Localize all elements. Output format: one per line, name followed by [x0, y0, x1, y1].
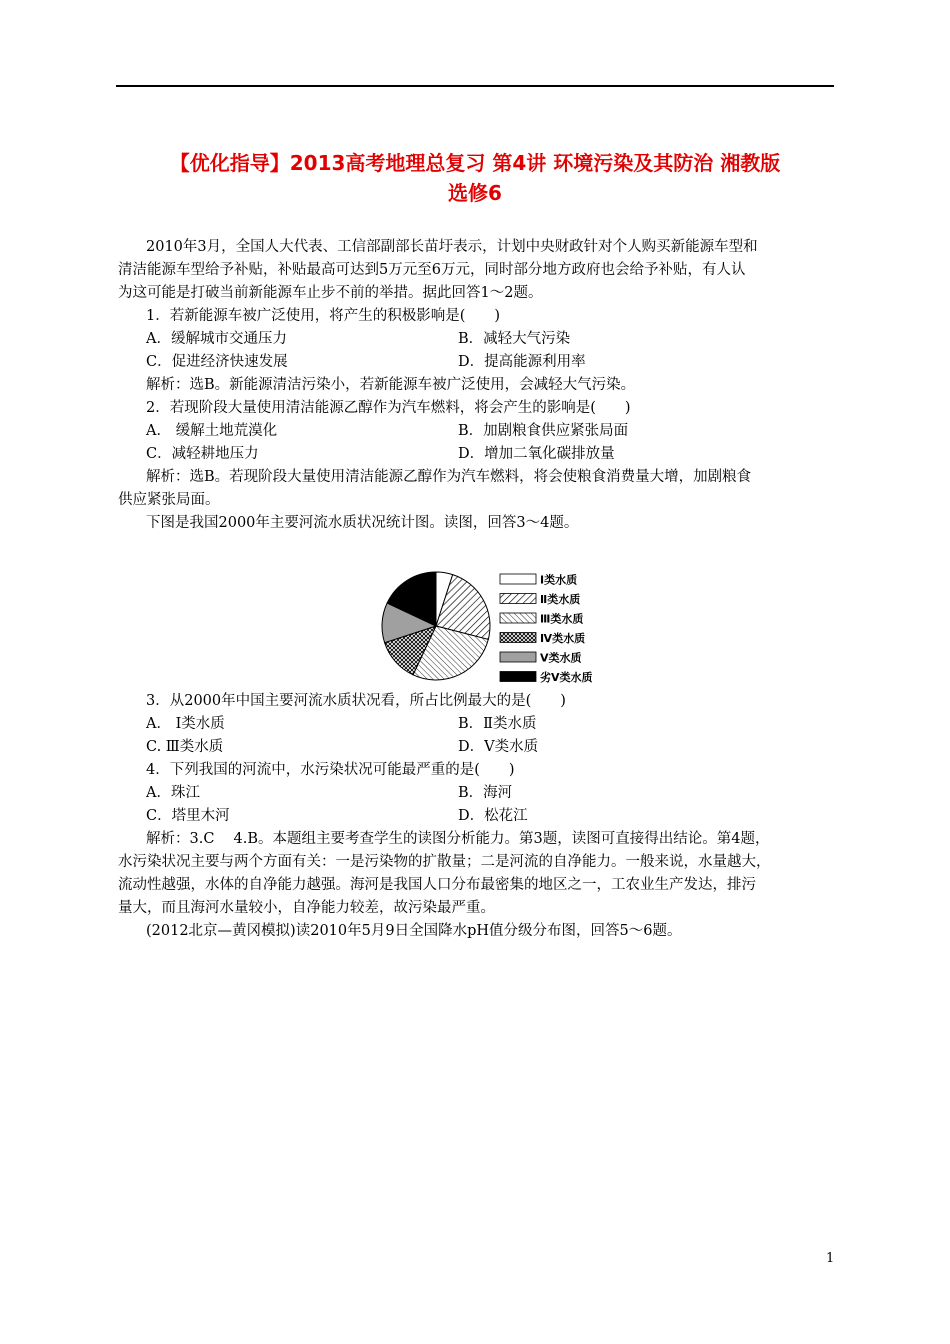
q1-option-d: D．提高能源利用率 [458, 354, 586, 370]
q2-option-c: C．减轻耕地压力 [146, 446, 259, 462]
intro-line: 2010年3月，全国人大代表、工信部副部长苗圩表示，计划中央财政针对个人购买新能源车型和 [146, 239, 758, 255]
q2-option-b: B．加剧粮食供应紧张局面 [458, 423, 629, 439]
q3-option-d: D．Ⅴ类水质 [458, 739, 539, 755]
intro-line: 为这可能是打破当前新能源车止步不前的举措。据此回答1～2题。 [118, 285, 543, 301]
water-quality-pie-chart [376, 566, 616, 686]
q1-analysis: 解析：选B。新能源清洁污染小，若新能源车被广泛使用，会减轻大气污染。 [146, 377, 636, 393]
q56-intro: (2012北京—黄冈模拟)读2010年5月9日全国降水pH值分级分布图，回答5～6题。 [146, 923, 682, 939]
q4-option-d: D．松花江 [458, 808, 528, 824]
q4-option-b: B．海河 [458, 785, 513, 801]
legend-swatch [500, 672, 536, 682]
legend-label: Ⅰ类水质 [540, 573, 578, 587]
title-line-2: 选修6 [448, 181, 502, 205]
q2-option-d: D．增加二氧化碳排放量 [458, 446, 615, 462]
q3-stem: 3．从2000年中国主要河流水质状况看，所占比例最大的是( ) [146, 693, 566, 709]
header-rule [116, 85, 834, 87]
page-title [110, 148, 840, 208]
q1-option-b: B．减轻大气污染 [458, 331, 571, 347]
legend-swatch [500, 633, 536, 643]
q4-option-c: C．塔里木河 [146, 808, 230, 824]
q4-stem: 4．下列我国的河流中，水污染状况可能最严重的是( ) [146, 762, 515, 778]
q34-analysis: 水污染状况主要与两个方面有关：一是污染物的扩散量；二是河流的自净能力。一般来说，水量越大， [118, 854, 771, 870]
q1-option-c: C．促进经济快速发展 [146, 354, 288, 370]
q2-stem: 2．若现阶段大量使用清洁能源乙醇作为汽车燃料，将会产生的影响是( ) [146, 400, 631, 416]
q1-stem: 1．若新能源车被广泛使用，将产生的积极影响是( ) [146, 308, 501, 324]
q3-option-a: A． Ⅰ类水质 [146, 716, 225, 732]
q2-analysis-cont: 供应紧张局面。 [118, 492, 220, 508]
q1-option-a: A．缓解城市交通压力 [146, 331, 287, 347]
page-number: 1 [826, 1251, 835, 1266]
intro-line: 清洁能源车型给予补贴，补贴最高可达到5万元至6万元，同时部分地方政府也会给予补贴，有人认 [118, 262, 746, 278]
q2-analysis: 解析：选B。若现阶段大量使用清洁能源乙醇作为汽车燃料，将会使粮食消费量大增，加剧粮食 [146, 469, 752, 485]
legend-swatch [500, 594, 536, 604]
q4-option-a: A．珠江 [146, 785, 200, 801]
legend-swatch [500, 613, 536, 623]
q3-option-b: B．Ⅱ类水质 [458, 716, 537, 732]
legend-swatch [500, 574, 536, 584]
chart-intro: 下图是我国2000年主要河流水质状况统计图。读图，回答3～4题。 [146, 515, 579, 531]
q34-analysis: 解析：3.C 4.B。本题组主要考查学生的读图分析能力。第3题，读图可直接得出结论。第4题， [146, 831, 770, 847]
legend-label: Ⅴ类水质 [540, 651, 582, 665]
q2-option-a: A． 缓解土地荒漠化 [146, 423, 278, 439]
legend-swatch [500, 652, 536, 662]
legend-label: Ⅱ类水质 [540, 593, 581, 606]
q34-analysis: 量大，而且海河水量较小，自净能力较差，故污染最严重。 [118, 900, 495, 916]
q34-analysis: 流动性越强，水体的自净能力越强。海河是我国人口分布最密集的地区之一，工农业生产发达，排污 [118, 877, 756, 893]
legend-label: Ⅲ类水质 [540, 612, 584, 626]
title-line-1: 【优化指导】2013高考地理总复习 第4讲 环境污染及其防治 湘教版 [169, 151, 781, 175]
legend-label: 劣Ⅴ类水质 [540, 671, 593, 684]
q3-option-c: C. Ⅲ类水质 [146, 739, 224, 755]
legend-label: Ⅳ类水质 [540, 632, 586, 645]
